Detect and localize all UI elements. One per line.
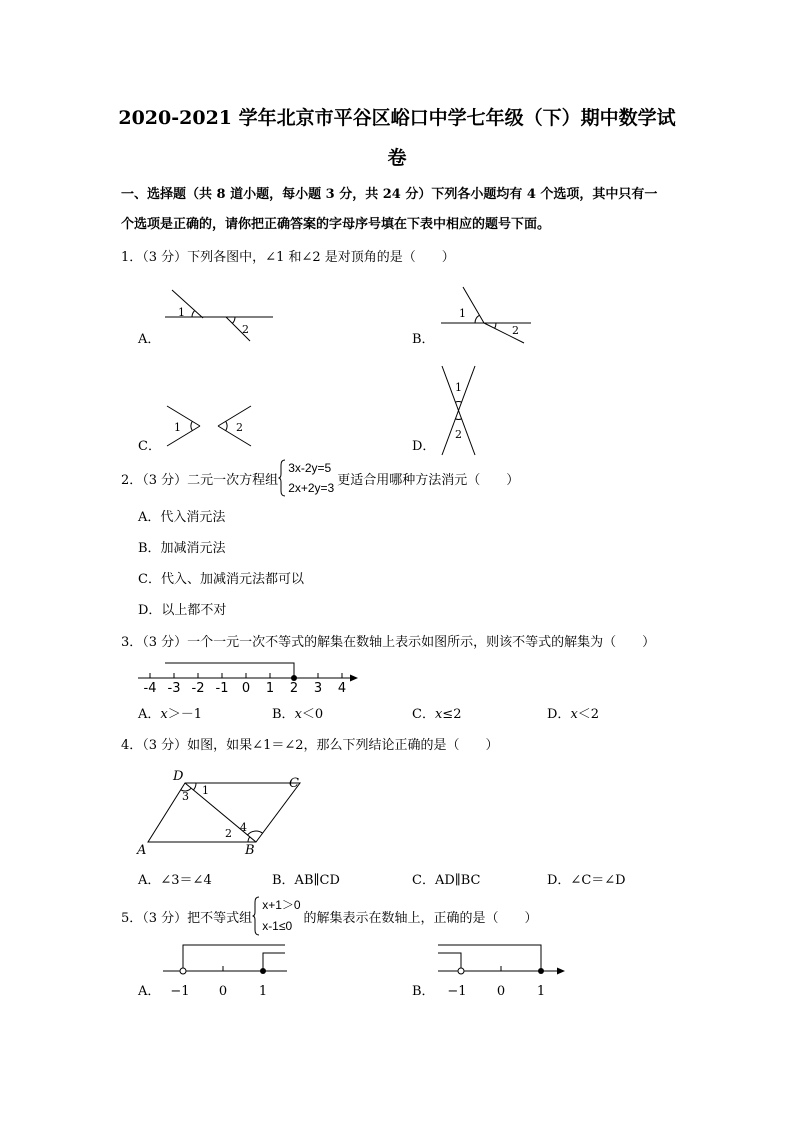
option-expression: ＞－1: [167, 707, 203, 722]
q3-option-a: [138, 707, 202, 723]
tick-label: 0: [218, 984, 228, 999]
tick-label: -1: [215, 681, 229, 696]
tick-label: -4: [143, 681, 157, 696]
exam-title-line-2: 卷: [387, 147, 407, 169]
q1-figure-d: [442, 366, 475, 455]
tick-label: 0: [241, 681, 251, 696]
q1-option-d: D．: [412, 439, 436, 454]
figure-line: [172, 290, 203, 318]
tick-label: -3: [167, 681, 181, 696]
solution-bracket: [165, 663, 294, 678]
tick-label: -2: [191, 681, 205, 696]
tick-label: 1: [258, 984, 268, 999]
angle-arc: [475, 315, 480, 323]
option-variable: x: [294, 707, 302, 722]
solution-bracket: [183, 945, 285, 971]
angle-arc: [232, 317, 235, 323]
angle-arc: [192, 311, 194, 317]
solution-bracket: [263, 953, 285, 971]
option-expression: ≤2: [442, 707, 462, 722]
tick-label: 4: [337, 681, 347, 696]
q4-parallelogram: [136, 769, 300, 858]
vertex-label-a: A: [137, 843, 147, 858]
tick-label: 3: [313, 681, 323, 696]
q2-equation-1: 3x-2y=5: [288, 461, 332, 475]
open-endpoint: [458, 968, 464, 974]
angle-label-2: 2: [455, 428, 462, 441]
left-brace-icon: [278, 459, 286, 497]
q5-inequality-system: [262, 895, 300, 937]
angle-label-2: 2: [242, 323, 249, 336]
q5-option-b: B．: [412, 984, 435, 999]
axis-arrow: [350, 675, 358, 682]
angle-label-3: 3: [182, 790, 189, 803]
q2-equation-2: 2x+2y=3: [288, 481, 335, 495]
angle-arc-2: [248, 837, 250, 842]
angle-label-1: 1: [459, 307, 466, 320]
q1-option-a: A．: [138, 332, 161, 347]
q1-stem: 1．（3 分）下列各图中，∠1 和∠2 是对顶角的是（ ）: [121, 250, 455, 265]
q5-inequality-2: x-1≤0: [262, 919, 293, 933]
q3-stem: 3．（3 分）一个一元一次不等式的解集在数轴上表示如图所示，则该不等式的解集为（ ）: [121, 635, 656, 650]
angle-label-1: 1: [174, 421, 181, 434]
figure-line: [218, 426, 251, 446]
angle-label-1: 1: [455, 381, 462, 394]
figure-line: [218, 406, 251, 426]
figure-line: [167, 426, 200, 446]
option-variable: x: [570, 707, 578, 722]
angle-arc: [226, 421, 227, 430]
q4-option-d: D．∠C＝∠D: [547, 873, 626, 888]
q1-option-b: B．: [412, 332, 435, 347]
q2-equation-system: [288, 458, 334, 498]
angle-arc: [455, 419, 461, 420]
vertex-label-d: D: [173, 769, 184, 784]
q4-option-c: C．AD∥BC: [412, 873, 481, 888]
q5-number-line-a: [163, 945, 287, 999]
parallelogram-outline: [148, 783, 300, 842]
angle-arc-1: [194, 783, 197, 790]
q2-option-c: C．代入、加减消元法都可以: [138, 572, 304, 587]
q2-option-b: B．加减消元法: [138, 541, 226, 556]
q5-number-line-b: [438, 945, 565, 999]
angle-label-2: 2: [225, 827, 232, 840]
section-heading-line-1: 一、选择题（共 8 道小题，每小题 3 分，共 24 分）下列各小题均有 4 个选项，其中只有一: [121, 187, 658, 202]
option-letter: A．: [138, 707, 161, 722]
option-letter: C．: [412, 707, 435, 722]
q2-stem-after: 更适合用哪种方法消元（ ）: [337, 472, 520, 488]
q5-inequality-1: x+1＞0: [262, 898, 301, 912]
q1-figure-a: [165, 290, 273, 341]
section-heading-line-2: 个选项是正确的，请你把正确答案的字母序号填在下表中相应的题号下面。: [121, 217, 551, 232]
solution-bracket: [438, 953, 461, 971]
angle-label-2: 2: [236, 421, 243, 434]
angle-arc-4: [248, 831, 263, 835]
angle-arc: [495, 323, 496, 328]
angle-label-2: 2: [512, 324, 519, 337]
q4-stem: 4．（3 分）如图，如果∠1＝∠2，那么下列结论正确的是（ ）: [121, 738, 499, 753]
q4-option-b: B．AB∥CD: [272, 873, 340, 888]
q4-option-a: A．∠3＝∠4: [138, 873, 212, 888]
solid-endpoint: [260, 968, 266, 974]
option-letter: B．: [272, 707, 295, 722]
q1-figure-c: [167, 406, 251, 446]
angle-arc: [191, 421, 192, 430]
option-variable: x: [160, 707, 168, 722]
tick-label: 0: [496, 984, 506, 999]
q2-option-a: A．代入消元法: [138, 510, 226, 525]
q2-stem-before: 2．（3 分）二元一次方程组: [121, 472, 279, 488]
tick-label: 1: [536, 984, 546, 999]
vertex-label-b: B: [245, 843, 255, 858]
q3-number-line: [138, 663, 358, 696]
q5-stem-after: 的解集表示在数轴上，正确的是（ ）: [303, 910, 538, 926]
angle-label-1: 1: [178, 306, 185, 319]
q1-figure-b: [441, 287, 531, 343]
tick-label: 2: [289, 681, 299, 696]
q1-option-c: C．: [138, 439, 161, 454]
solid-endpoint: [538, 968, 544, 974]
tick-label: −1: [170, 984, 190, 999]
option-variable: x: [434, 707, 443, 722]
figure-line: [167, 406, 200, 426]
open-endpoint: [180, 968, 186, 974]
exam-title-line-1: 2020-2021 学年北京市平谷区峪口中学七年级（下）期中数学试: [118, 107, 676, 129]
q3-option-c: [412, 707, 461, 723]
tick-label: −1: [447, 984, 467, 999]
axis-arrow: [557, 968, 565, 975]
q2-stem: [121, 459, 519, 497]
q5-stem-before: 5．（3 分）把不等式组: [121, 910, 253, 926]
q3-option-d: [547, 707, 599, 723]
q3-option-b: [272, 707, 323, 723]
q5-stem: [121, 895, 538, 937]
q5-option-a: A．: [138, 984, 161, 999]
option-letter: D．: [547, 707, 571, 722]
left-brace-icon: [252, 896, 260, 936]
angle-arc: [455, 402, 461, 403]
vertex-label-c: C: [289, 776, 299, 791]
figure-line: [463, 287, 484, 323]
option-expression: ＜2: [577, 707, 600, 722]
angle-label-1: 1: [202, 784, 209, 797]
q2-option-d: D．以上都不对: [138, 603, 227, 618]
option-expression: ＜0: [301, 707, 324, 722]
tick-label: 1: [265, 681, 275, 696]
solution-bracket: [438, 945, 541, 971]
angle-label-4: 4: [240, 821, 247, 834]
